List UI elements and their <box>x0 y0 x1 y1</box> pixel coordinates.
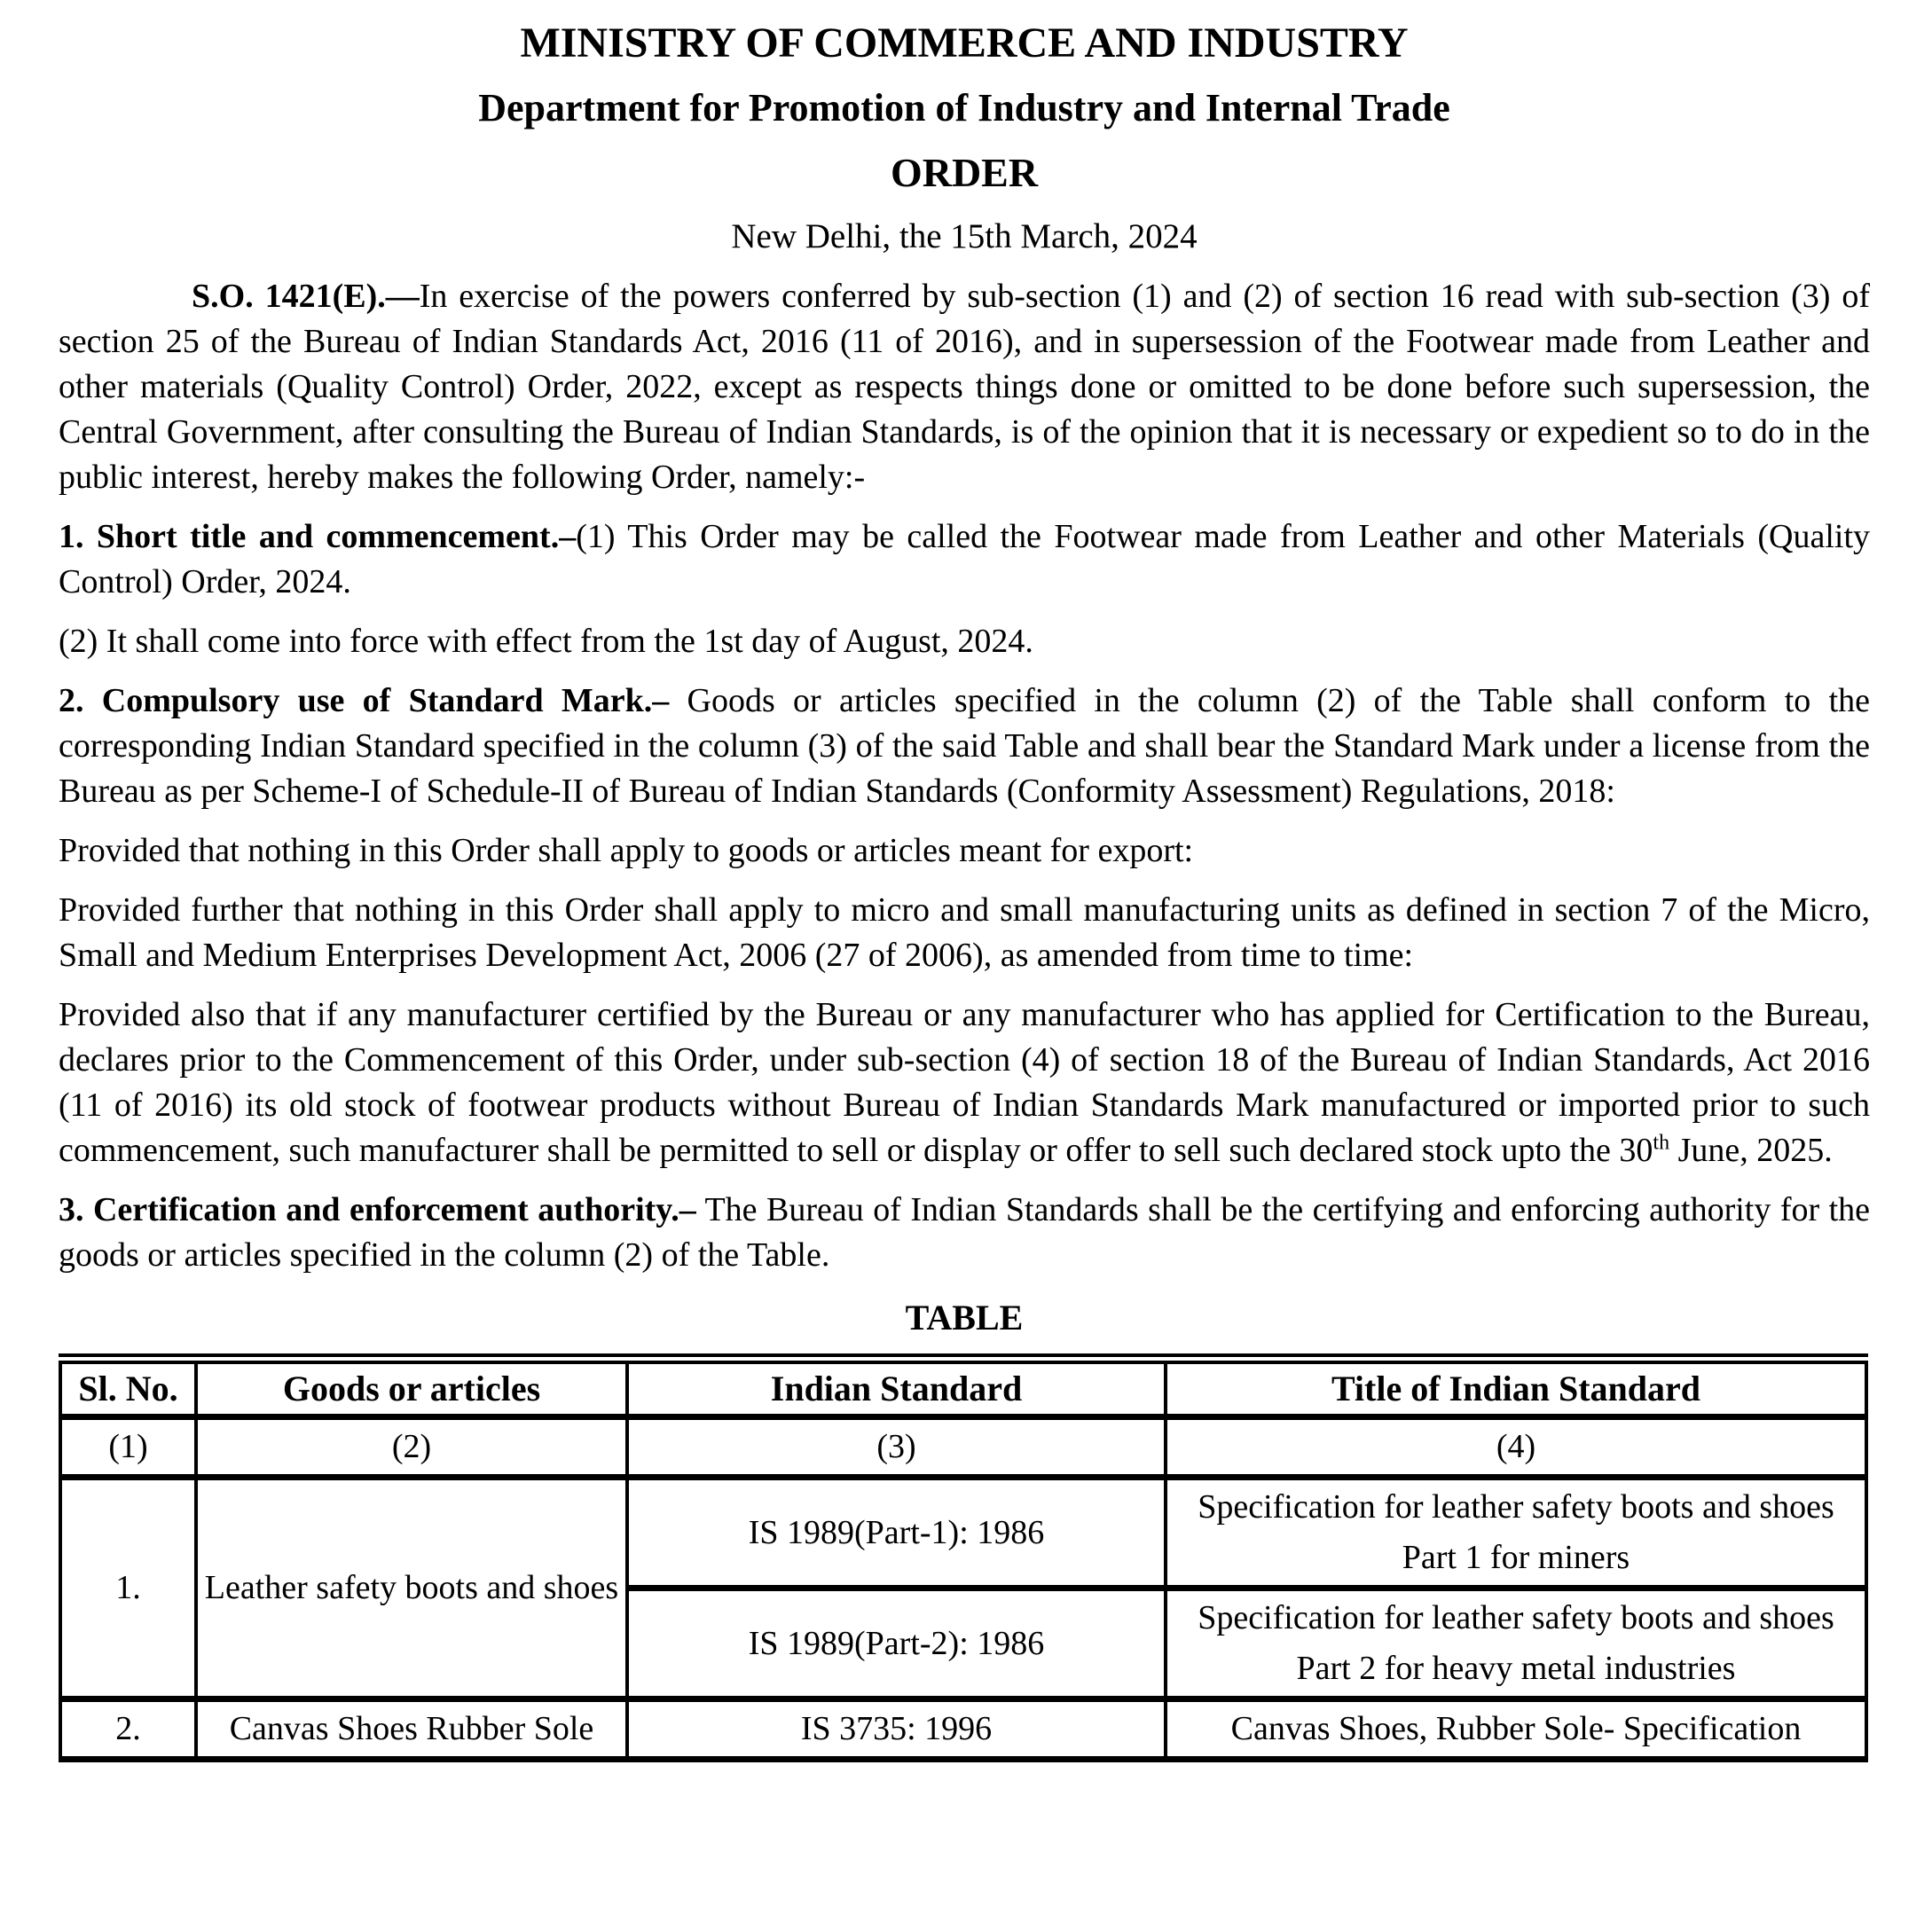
ordinal-superscript: th <box>1653 1131 1670 1155</box>
clause-2-heading: 2. Compulsory use of Standard Mark.– <box>59 682 670 719</box>
table-header-row <box>60 1359 1866 1417</box>
document-page <box>0 18 1932 1762</box>
column-number-1: (1) <box>60 1417 196 1478</box>
cell-standard-2: IS 3735: 1996 <box>627 1699 1166 1760</box>
cell-standard-1a: IS 1989(Part-1): 1986 <box>627 1478 1166 1589</box>
so-number-label: S.O. 1421(E).— <box>192 278 420 315</box>
table-row <box>60 1699 1866 1760</box>
clause-1-heading: 1. Short title and commencement.– <box>59 518 577 555</box>
para-proviso-export <box>59 828 1870 874</box>
proviso-export-text: Provided that nothing in this Order shall apply to goods or articles meant for export: <box>59 832 1194 869</box>
standards-table <box>59 1353 1868 1762</box>
so-notification-text: In exercise of the powers conferred by sub-section (1) and (2) of section 16 read with sub-section (3) of section 25 of the Bureau of Indian Standards Act, 2016 (11 of 2016), and in supersession of the Footwear made from Leather and other materials (Quality Control) Order, 2022, except as respects things done or omitted to be done before such supersession, the Central Government, after consulting the Bureau of Indian Standards, is of the opinion that it is necessary or expedient so to do in the public interest, hereby makes the following Order, namely:- <box>59 278 1870 496</box>
clause-3-text: The Bureau of Indian Standards shall be the certifying and enforcing authority for the goods or articles specified in the column (2) of the Table. <box>59 1191 1871 1274</box>
department-subtitle: Department for Promotion of Industry and Internal Trade <box>478 86 1450 129</box>
order-heading: ORDER <box>890 150 1039 195</box>
ministry-title: MINISTRY OF COMMERCE AND INDUSTRY <box>520 20 1409 67</box>
proviso-oldstock-text-end: June, 2025. <box>1669 1132 1833 1169</box>
column-number-4: (4) <box>1166 1417 1866 1478</box>
cell-title-1b: Specification for leather safety boots and shoes Part 2 for heavy metal industries <box>1166 1589 1866 1699</box>
col-header-sl-no: Sl. No. <box>60 1359 196 1417</box>
column-number-3: (3) <box>627 1417 1166 1478</box>
para-clause-1-sub-2 <box>59 619 1870 664</box>
para-proviso-msme <box>59 888 1870 978</box>
table-heading: TABLE <box>905 1298 1024 1338</box>
cell-title-1a: Specification for leather safety boots and shoes Part 1 for miners <box>1166 1478 1866 1589</box>
para-so-notification <box>59 274 1870 500</box>
date-line: New Delhi, the 15th March, 2024 <box>731 217 1198 255</box>
cell-sl-no-1: 1. <box>60 1478 196 1699</box>
proviso-oldstock-text: Provided also that if any manufacturer certified by the Bureau or any manufacturer who has applied for Certification to the Bureau, declares prior to the Commencement of this Order, under sub-section (4) of section 18 of the Bureau of Indian Standards, Act 2016 (11 of 2016) its old stock of footwear products without Bureau of Indian Standards Mark manufactured or imported prior to such commencement, such manufacturer shall be permitted to sell or display or offer to sell such declared stock upto the 30 <box>59 996 1870 1169</box>
cell-sl-no-2: 2. <box>60 1699 196 1760</box>
para-proviso-oldstock <box>59 992 1870 1173</box>
clause-1-text: (1) This Order may be called the Footwear made from Leather and other Materials (Quality Control) Order, 2024. <box>59 518 1870 600</box>
para-clause-2 <box>59 679 1870 814</box>
cell-title-2: Canvas Shoes, Rubber Sole- Specification <box>1166 1699 1866 1760</box>
clause-2-text: Goods or articles specified in the column (2) of the Table shall conform to the corresponding Indian Standard specified in the column (3) of the said Table and shall bear the Standard Mark under a license from the Bureau as per Scheme-I of Schedule-II of Bureau of Indian Standards (Conformity Assessment) Regulations, 2018: <box>59 682 1870 810</box>
column-number-2: (2) <box>196 1417 627 1478</box>
clause-3-heading: 3. Certification and enforcement authority.– <box>59 1191 696 1228</box>
col-header-indian-standard: Indian Standard <box>627 1359 1166 1417</box>
proviso-msme-text: Provided further that nothing in this Order shall apply to micro and small manufacturing units as defined in section 7 of the Micro, Small and Medium Enterprises Development Act, 2006 (27 of 2006), as amended from time to time: <box>59 891 1870 974</box>
cell-goods-2: Canvas Shoes Rubber Sole <box>196 1699 627 1760</box>
cell-goods-1: Leather safety boots and shoes <box>196 1478 627 1699</box>
para-clause-3 <box>59 1188 1870 1278</box>
cell-standard-1b: IS 1989(Part-2): 1986 <box>627 1589 1166 1699</box>
para-clause-1 <box>59 514 1870 605</box>
column-number-row <box>60 1417 1866 1478</box>
table-row <box>60 1478 1866 1589</box>
col-header-goods: Goods or articles <box>196 1359 627 1417</box>
clause-1-sub-2-text: (2) It shall come into force with effect from the 1st day of August, 2024. <box>59 623 1033 660</box>
col-header-title: Title of Indian Standard <box>1166 1359 1866 1417</box>
